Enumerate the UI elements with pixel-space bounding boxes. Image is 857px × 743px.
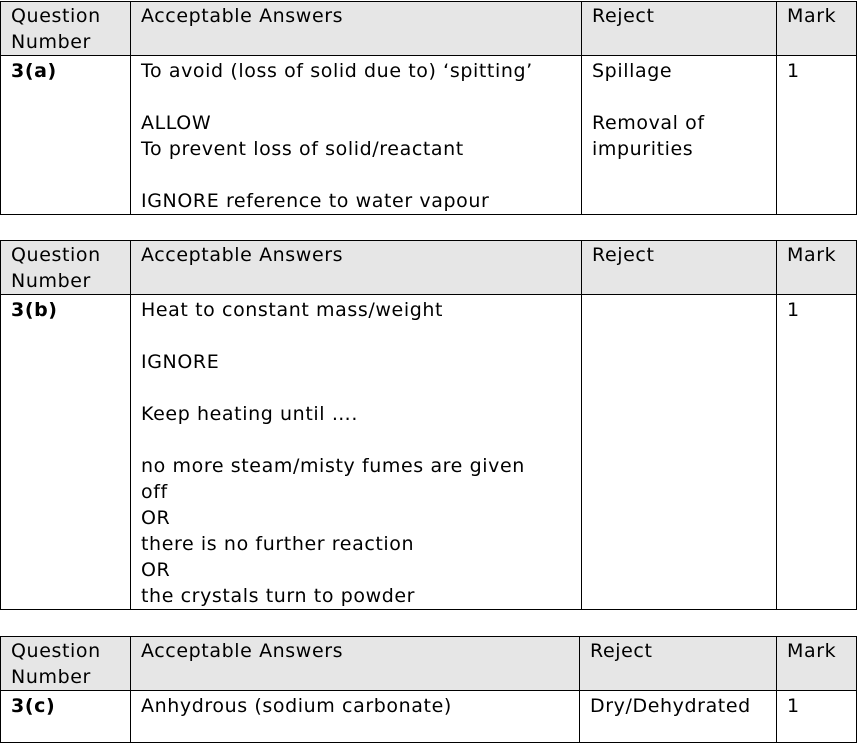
header-reject: Reject bbox=[582, 241, 777, 295]
acceptable-answers-cell bbox=[131, 295, 582, 610]
table-row bbox=[1, 691, 857, 743]
reject-line: impurities bbox=[592, 138, 694, 160]
reject-cell bbox=[582, 56, 777, 215]
reject-line: Spillage bbox=[592, 60, 673, 82]
header-reject: Reject bbox=[580, 637, 777, 691]
answer-line: To avoid (loss of solid due to) ‘spitting’ bbox=[141, 60, 533, 82]
table-row bbox=[1, 56, 857, 215]
question-number: 3(a) bbox=[1, 56, 131, 215]
acceptable-answers-cell bbox=[131, 56, 582, 215]
mark-cell: 1 bbox=[777, 56, 857, 215]
header-reject: Reject bbox=[582, 2, 777, 56]
reject-cell: Dry/Dehydrated bbox=[580, 691, 777, 743]
header-mark: Mark bbox=[777, 241, 857, 295]
answer-line: To prevent loss of solid/reactant bbox=[141, 138, 464, 160]
answer-line: OR bbox=[141, 559, 171, 581]
answer-line: Heat to constant mass/weight bbox=[141, 299, 444, 321]
mark-cell: 1 bbox=[777, 295, 857, 610]
table-header-row bbox=[1, 2, 857, 56]
table-row bbox=[1, 295, 857, 610]
question-number: 3(c) bbox=[1, 691, 131, 743]
header-acceptable-answers: Acceptable Answers bbox=[131, 2, 582, 56]
mark-scheme-table-3b bbox=[0, 240, 857, 610]
answer-line: no more steam/misty fumes are given bbox=[141, 455, 525, 477]
answer-line: off bbox=[141, 481, 168, 503]
header-mark: Mark bbox=[777, 637, 857, 691]
header-question-number: Question Number bbox=[1, 241, 131, 295]
header-acceptable-answers: Acceptable Answers bbox=[131, 637, 580, 691]
header-mark: Mark bbox=[777, 2, 857, 56]
answer-line: there is no further reaction bbox=[141, 533, 415, 555]
acceptable-answers-cell: Anhydrous (sodium carbonate) bbox=[131, 691, 580, 743]
header-acceptable-answers: Acceptable Answers bbox=[131, 241, 582, 295]
header-question-number: Question Number bbox=[1, 2, 131, 56]
question-number: 3(b) bbox=[1, 295, 131, 610]
answer-line: IGNORE bbox=[141, 351, 220, 373]
reject-line: Removal of bbox=[592, 112, 705, 134]
mark-cell: 1 bbox=[777, 691, 857, 743]
reject-cell bbox=[582, 295, 777, 610]
table-header-row bbox=[1, 241, 857, 295]
answer-line: ALLOW bbox=[141, 112, 212, 134]
header-question-number: Question Number bbox=[1, 637, 131, 691]
answer-line: IGNORE reference to water vapour bbox=[141, 190, 490, 212]
mark-scheme-table-3c bbox=[0, 636, 857, 743]
table-header-row bbox=[1, 637, 857, 691]
answer-line: Keep heating until …. bbox=[141, 403, 359, 425]
answer-line: the crystals turn to powder bbox=[141, 585, 416, 607]
answer-line: OR bbox=[141, 507, 171, 529]
mark-scheme-table-3a bbox=[0, 1, 857, 215]
